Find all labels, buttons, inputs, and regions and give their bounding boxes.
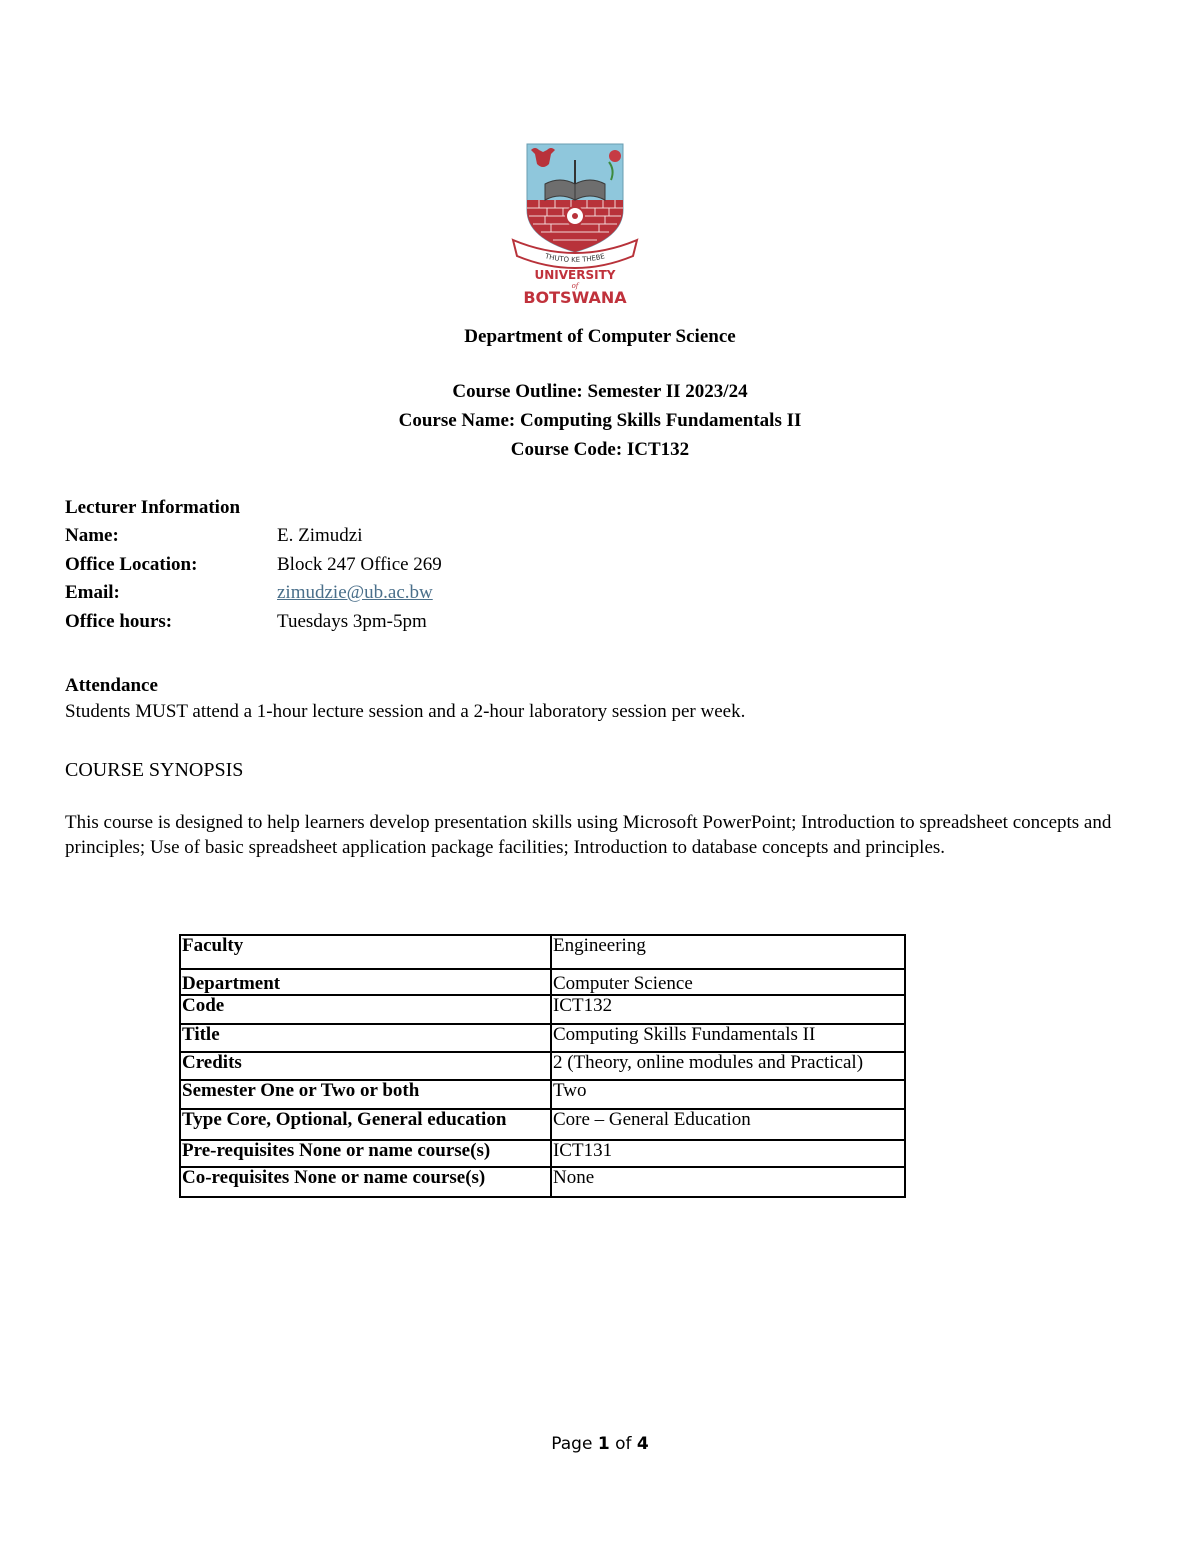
logo-name-line2: of (571, 282, 579, 290)
table-key-cell: Co-requisites None or name course(s) (180, 1167, 551, 1197)
table-key-cell: Type Core, Optional, General education (180, 1109, 551, 1140)
info-value: Tuesdays 3pm-5pm (277, 611, 427, 632)
of-word: of (615, 1434, 632, 1454)
info-value: Block 247 Office 269 (277, 554, 442, 575)
table-row (180, 1080, 905, 1109)
table-row (180, 995, 905, 1024)
table-row (180, 1109, 905, 1140)
table-row (180, 935, 905, 969)
university-logo (505, 140, 645, 310)
table-key-cell: Semester One or Two or both (180, 1080, 551, 1109)
course-code-title: Course Code: ICT132 (510, 439, 690, 460)
attendance-heading: Attendance (65, 675, 158, 696)
table-row (180, 1052, 905, 1080)
page-total: 4 (636, 1434, 649, 1454)
table-key-cell: Pre-requisites None or name course(s) (180, 1140, 551, 1167)
attendance-text: Students MUST attend a 1-hour lecture session and a 2-hour laboratory session per week. (65, 701, 746, 722)
table-row (180, 1024, 905, 1052)
info-label: Office hours: (65, 611, 173, 632)
table-key-cell: Credits (180, 1052, 551, 1080)
info-label: Email: (65, 582, 120, 603)
course-outline-title: Course Outline: Semester II 2023/24 (452, 381, 748, 402)
logo-motto: THUTO KE THEBE (544, 252, 606, 265)
info-value: E. Zimudzi (277, 525, 363, 546)
table-value-cell: ICT132 (551, 995, 905, 1024)
department-title: Department of Computer Science (464, 326, 736, 347)
course-name-title: Course Name: Computing Skills Fundamentals II (398, 410, 802, 431)
table-key-cell: Code (180, 995, 551, 1024)
email-link[interactable]: zimudzie@ub.ac.bw (277, 582, 433, 603)
lecturer-info-heading: Lecturer Information (65, 497, 241, 518)
table-row (180, 969, 905, 995)
table-value-cell: Computer Science (551, 969, 905, 995)
table-key-cell: Title (180, 1024, 551, 1052)
table-value-cell: None (551, 1167, 905, 1197)
synopsis-text: This course is designed to help learners develop presentation skills using Microsoft PowerPoint; Introduction to spreadsheet concepts and principles; Use of basic spreadsheet application package facilities; Introduction to database concepts and principles. (65, 812, 1112, 858)
table-value-cell: Core – General Education (551, 1109, 905, 1140)
page-current: 1 (597, 1434, 610, 1454)
table-value-cell: ICT131 (551, 1140, 905, 1167)
synopsis-heading: COURSE SYNOPSIS (65, 759, 244, 781)
table-row (180, 1167, 905, 1197)
table-row (180, 1140, 905, 1167)
table-value-cell: Computing Skills Fundamentals II (551, 1024, 905, 1052)
table-value-cell: Engineering (551, 935, 905, 969)
course-details-table (179, 934, 906, 1198)
page-word: Page (551, 1434, 593, 1454)
table-value-cell: Two (551, 1080, 905, 1109)
table-value-cell: 2 (Theory, online modules and Practical) (551, 1052, 905, 1080)
logo-name-line1: UNIVERSITY (534, 268, 616, 282)
logo-name-line3: BOTSWANA (523, 288, 627, 307)
table-key-cell: Faculty (180, 935, 551, 969)
info-label: Office Location: (65, 554, 198, 575)
table-key-cell: Department (180, 969, 551, 995)
info-label: Name: (65, 525, 119, 546)
page-number-footer (0, 1434, 1200, 1454)
